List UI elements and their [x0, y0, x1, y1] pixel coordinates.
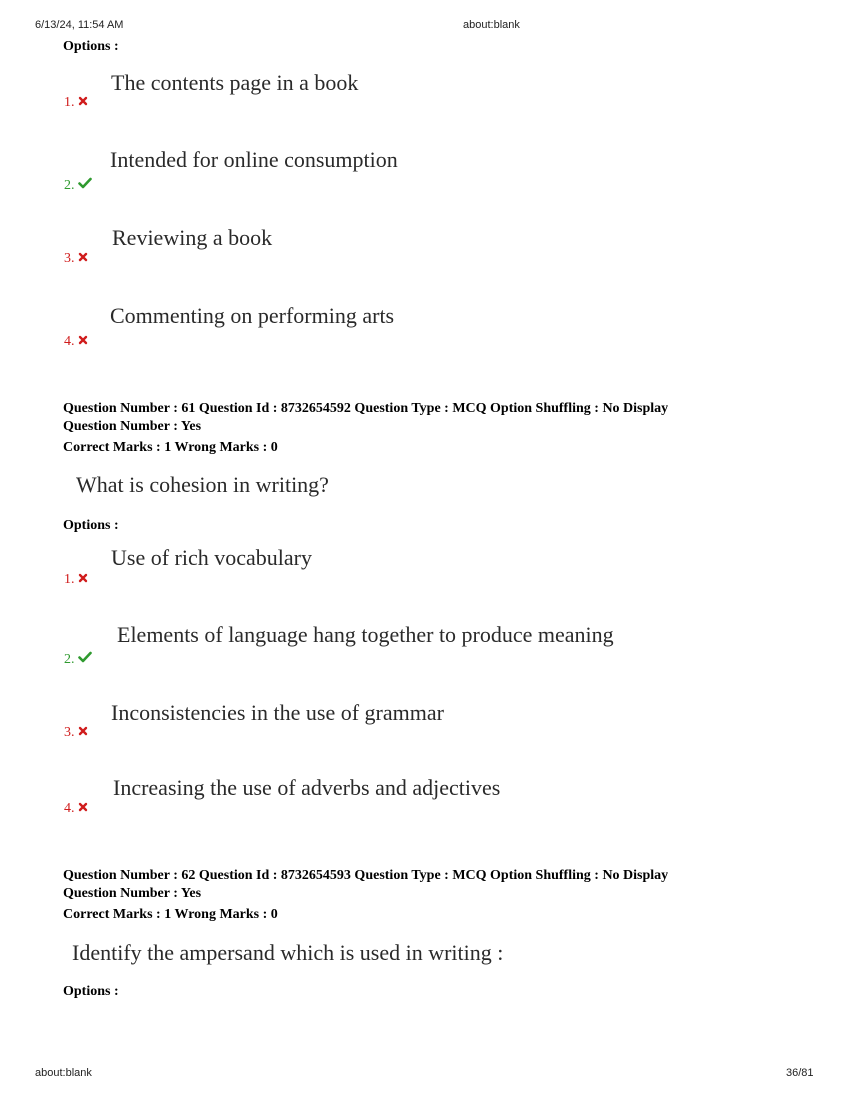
correct-icon — [78, 650, 92, 668]
option-text: Reviewing a book — [112, 225, 273, 250]
option-text: Intended for online consumption — [110, 147, 398, 172]
option-text: Commenting on performing arts — [110, 303, 395, 328]
question-meta: Question Number : 62 Question Id : 8732654593 Question Type : MCQ Option Shuffling : No Display Question Number : Yes Correct Marks : 1 Wrong Marks : 0 — [63, 868, 669, 922]
option-text: Inconsistencies in the use of grammar — [111, 700, 444, 725]
option-text: Elements of language hang together to produce meaning — [117, 622, 614, 647]
question-meta: Question Number : 61 Question Id : 8732654592 Question Type : MCQ Option Shuffling : No Display Question Number : Yes Correct Marks : 1 Wrong Marks : 0 — [63, 401, 669, 455]
options-label: Options : — [63, 39, 119, 54]
option-text: Increasing the use of adverbs and adjectives — [113, 775, 501, 800]
wrong-icon — [78, 799, 88, 817]
wrong-icon — [78, 723, 88, 741]
option-text: Use of rich vocabulary — [111, 545, 312, 570]
page-number: 36/81 — [786, 1067, 814, 1079]
option-number: 4. — [64, 332, 88, 350]
option-number: 2. — [64, 176, 92, 194]
question-text: Identify the ampersand which is used in writing : — [72, 940, 504, 965]
option-text: The contents page in a book — [111, 70, 359, 95]
wrong-icon — [78, 570, 88, 588]
option-number: 3. — [64, 249, 88, 267]
option-number: 4. — [64, 799, 88, 817]
wrong-icon — [78, 249, 88, 267]
options-label: Options : — [63, 984, 119, 999]
header-title: about:blank — [463, 19, 520, 31]
correct-icon — [78, 176, 92, 194]
header-datetime: 6/13/24, 11:54 AM — [35, 19, 124, 31]
option-number: 2. — [64, 650, 92, 668]
footer-url: about:blank — [35, 1067, 92, 1079]
wrong-icon — [78, 332, 88, 350]
option-number: 1. — [64, 93, 88, 111]
options-label: Options : — [63, 518, 119, 533]
option-number: 3. — [64, 723, 88, 741]
question-text: What is cohesion in writing? — [76, 472, 329, 497]
option-number: 1. — [64, 570, 88, 588]
wrong-icon — [78, 93, 88, 111]
